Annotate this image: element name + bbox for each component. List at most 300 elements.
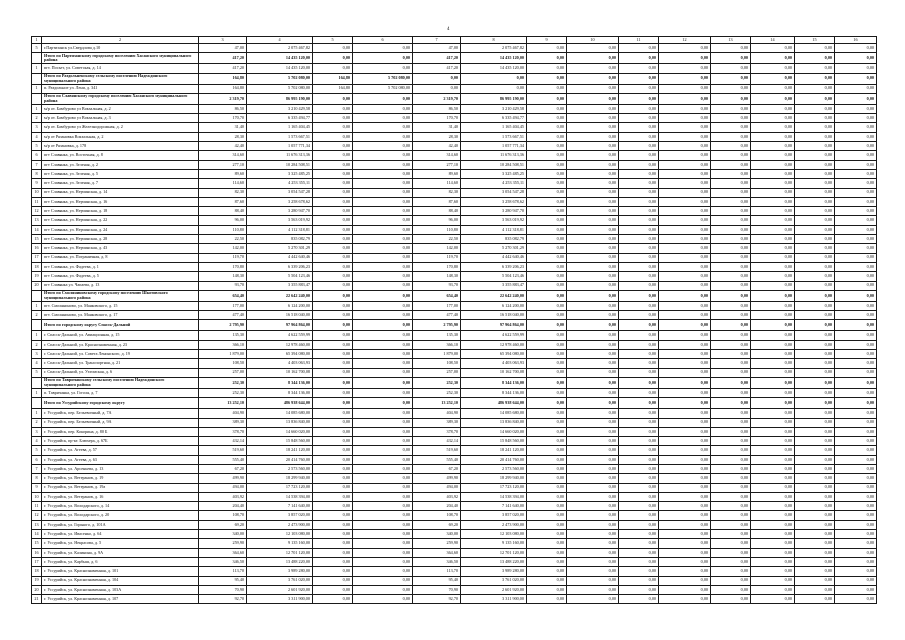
value-cell: 0,00 — [659, 104, 711, 113]
table-row — [32, 123, 877, 132]
column-number: 7 — [413, 37, 461, 44]
row-index: 10 — [32, 492, 42, 501]
value-cell: 0,00 — [527, 340, 567, 349]
column-number: 9 — [527, 37, 567, 44]
row-index: 19 — [32, 576, 42, 585]
value-cell: 0,00 — [751, 368, 795, 377]
value-cell: 0,00 — [567, 73, 619, 84]
address-cell: г. Уссурийск, ул. Ветеранов, д. 19 — [42, 474, 199, 483]
value-cell: 0,00 — [353, 474, 413, 483]
value-cell: 0,00 — [659, 93, 711, 104]
value-cell: 0,00 — [711, 502, 751, 511]
value-cell: 555,40 — [413, 455, 461, 464]
address-cell: Итого по Славянскому городскому поселению Хасанского муниципального района — [42, 93, 199, 104]
row-index: 3 — [32, 427, 42, 436]
address-cell: Итого по Партизанскому городскому поселению Хасанского муниципального района — [42, 53, 199, 64]
value-cell: 0,00 — [567, 520, 619, 529]
row-index: 12 — [32, 511, 42, 520]
value-cell: 4 253 355,11 — [461, 179, 527, 188]
value-cell: 0,00 — [659, 151, 711, 160]
value-cell: 0,00 — [527, 585, 567, 594]
value-cell: 0,00 — [313, 262, 353, 271]
value-cell: 0,00 — [313, 244, 353, 253]
address-cell: г. Уссурийск, ул. Калинина, д. 9А — [42, 548, 199, 557]
value-cell: 0,00 — [751, 492, 795, 501]
value-cell: 95,40 — [199, 576, 247, 585]
value-cell: 0,00 — [567, 557, 619, 566]
address-cell: пгт Славянка, ул. Восточная, д. 8 — [42, 151, 199, 160]
value-cell: 0,00 — [835, 368, 877, 377]
table-row — [32, 64, 877, 73]
value-cell: 389,30 — [413, 418, 461, 427]
value-cell: 0,00 — [527, 409, 567, 418]
table-row — [32, 548, 877, 557]
value-cell: 0,00 — [835, 511, 877, 520]
value-cell: 0,00 — [619, 253, 659, 262]
value-cell: 3 989 280,00 — [461, 567, 527, 576]
address-cell: пгт. Посьет, ул. Советская, д. 14 — [42, 64, 199, 73]
value-cell: 67,20 — [413, 464, 461, 473]
value-cell: 0,00 — [751, 188, 795, 197]
table-row — [32, 272, 877, 281]
value-cell: 0,00 — [313, 225, 353, 234]
value-cell: 0,00 — [619, 409, 659, 418]
row-index: 1 — [32, 409, 42, 418]
value-cell: 0,00 — [619, 93, 659, 104]
value-cell: 0,00 — [619, 418, 659, 427]
row-index: 5 — [32, 142, 42, 151]
value-cell: 0,00 — [835, 437, 877, 446]
value-cell: 0,00 — [313, 104, 353, 113]
address-cell: м/р от. Бамбурово ул Вокзальная, д. 3 — [42, 114, 199, 123]
value-cell: 0,00 — [313, 427, 353, 436]
value-cell: 0,00 — [619, 44, 659, 53]
value-cell: 0,00 — [711, 388, 751, 397]
value-cell: 0,00 — [751, 235, 795, 244]
value-cell: 0,00 — [313, 272, 353, 281]
value-cell: 0,00 — [619, 311, 659, 320]
row-index — [32, 398, 42, 409]
value-cell: 3 761 020,00 — [247, 576, 313, 585]
address-cell: пгт Славянка, ул. Нерчинская, д. 22 — [42, 216, 199, 225]
value-cell: 42,40 — [199, 142, 247, 151]
value-cell: 0,00 — [711, 511, 751, 520]
value-cell: 113,70 — [413, 567, 461, 576]
value-cell: 47,00 — [199, 44, 247, 53]
value-cell: 0,00 — [711, 368, 751, 377]
value-cell: 0,00 — [567, 331, 619, 340]
value-cell: 0,00 — [527, 331, 567, 340]
value-cell: 0,00 — [567, 169, 619, 178]
row-index — [32, 290, 42, 301]
value-cell: 89,60 — [199, 169, 247, 178]
address-cell: г. Спасск-Дальний, ул. Авиационная, д. 15 — [42, 331, 199, 340]
value-cell: 10 162 700,08 — [461, 368, 527, 377]
value-cell: 0,00 — [567, 281, 619, 290]
value-cell: 0,00 — [353, 418, 413, 427]
value-cell: 135,30 — [413, 331, 461, 340]
value-cell: 3 761 020,00 — [461, 576, 527, 585]
value-cell: 15 848 560,00 — [461, 437, 527, 446]
value-cell: 0,00 — [659, 530, 711, 539]
value-cell: 0,00 — [795, 398, 835, 409]
value-cell: 3 054 547,28 — [247, 188, 313, 197]
value-cell: 0,00 — [567, 455, 619, 464]
value-cell: 12 978 460,00 — [461, 340, 527, 349]
value-cell: 0,00 — [527, 262, 567, 271]
value-cell: 0,00 — [619, 359, 659, 368]
value-cell: 0,00 — [835, 418, 877, 427]
table-row — [32, 235, 877, 244]
value-cell: 5 702 080,00 — [353, 84, 413, 93]
value-cell: 257,00 — [413, 368, 461, 377]
value-cell: 259,90 — [199, 539, 247, 548]
value-cell: 0,00 — [659, 272, 711, 281]
address-cell: пгт Славянка, ул. Фадеева, д. 5 — [42, 272, 199, 281]
value-cell: 22,50 — [199, 235, 247, 244]
value-cell: 0,00 — [353, 511, 413, 520]
value-cell: 0,00 — [567, 377, 619, 388]
table-row — [32, 474, 877, 483]
address-cell: пгт Славянка ул. Чапаева, д. 13 — [42, 281, 199, 290]
value-cell: 0,00 — [353, 104, 413, 113]
address-cell: пгт Славянка, ул. Нерчинская, д. 28 — [42, 235, 199, 244]
value-cell: 0,00 — [659, 311, 711, 320]
value-cell: 0,00 — [567, 188, 619, 197]
table-row — [32, 511, 877, 520]
value-cell: 14 435 120,00 — [461, 53, 527, 64]
value-cell: 0,00 — [711, 427, 751, 436]
row-index: 6 — [32, 151, 42, 160]
value-cell: 42,40 — [413, 142, 461, 151]
value-cell: 0,00 — [619, 114, 659, 123]
value-cell: 0,00 — [795, 331, 835, 340]
value-cell: 28,30 — [199, 132, 247, 141]
value-cell: 119,70 — [199, 253, 247, 262]
value-cell: 0,00 — [659, 290, 711, 301]
value-cell: 1 573 667,51 — [247, 132, 313, 141]
value-cell: 0,00 — [619, 188, 659, 197]
value-cell: 0,00 — [313, 93, 353, 104]
value-cell: 0,00 — [567, 359, 619, 368]
value-cell: 0,00 — [413, 84, 461, 93]
value-cell: 0,00 — [751, 320, 795, 331]
value-cell: 0,00 — [527, 169, 567, 178]
value-cell: 0,00 — [795, 179, 835, 188]
value-cell: 88,40 — [413, 207, 461, 216]
value-cell: 0,00 — [835, 235, 877, 244]
value-cell: 0,00 — [619, 398, 659, 409]
value-cell: 0,00 — [619, 272, 659, 281]
value-cell: 0,00 — [659, 446, 711, 455]
value-cell: 0,00 — [313, 539, 353, 548]
value-cell: 0,00 — [461, 73, 527, 84]
value-cell: 0,00 — [619, 123, 659, 132]
value-cell: 9 135 160,00 — [247, 539, 313, 548]
value-cell: 0,00 — [795, 418, 835, 427]
value-cell: 12 701 120,00 — [247, 548, 313, 557]
value-cell: 11 676 313,36 — [247, 151, 313, 160]
value-cell: 170,80 — [413, 262, 461, 271]
value-cell: 2 573 560,00 — [461, 464, 527, 473]
value-cell: 0,00 — [711, 585, 751, 594]
value-cell: 0,00 — [353, 207, 413, 216]
value-cell: 0,00 — [795, 446, 835, 455]
value-cell: 0,00 — [711, 73, 751, 84]
row-index: 15 — [32, 235, 42, 244]
value-cell: 0,00 — [527, 290, 567, 301]
value-cell: 0,00 — [751, 64, 795, 73]
value-cell: 0,00 — [751, 244, 795, 253]
value-cell: 0,00 — [751, 548, 795, 557]
value-cell: 0,00 — [795, 320, 835, 331]
value-cell: 0,00 — [835, 455, 877, 464]
value-cell: 0,00 — [711, 151, 751, 160]
value-cell: 0,00 — [353, 151, 413, 160]
value-cell: 0,00 — [353, 290, 413, 301]
table-row — [32, 44, 877, 53]
value-cell: 0,00 — [353, 169, 413, 178]
address-cell: м/р от. Бамбурово ул Вокзальная, д. 2 — [42, 104, 199, 113]
value-cell: 0,00 — [353, 114, 413, 123]
table-row — [32, 585, 877, 594]
value-cell: 0,00 — [527, 388, 567, 397]
value-cell: 403,92 — [413, 492, 461, 501]
value-cell: 0,00 — [751, 530, 795, 539]
value-cell: 0,00 — [795, 151, 835, 160]
value-cell: 2 319,70 — [199, 93, 247, 104]
value-cell: 0,00 — [711, 567, 751, 576]
table-row — [32, 520, 877, 529]
value-cell: 0,00 — [659, 197, 711, 206]
value-cell: 0,00 — [619, 446, 659, 455]
value-cell: 0,00 — [711, 464, 751, 473]
subtotal-row — [32, 93, 877, 104]
table-row — [32, 114, 877, 123]
value-cell: 0,00 — [527, 320, 567, 331]
value-cell: 0,00 — [313, 409, 353, 418]
address-cell: г. Спасск-Дальний, ул. Транспортная, д. 21 — [42, 359, 199, 368]
value-cell: 20 414 760,00 — [247, 455, 313, 464]
value-cell: 0,00 — [751, 511, 795, 520]
value-cell: 277,10 — [199, 160, 247, 169]
value-cell: 2 473 900,00 — [461, 520, 527, 529]
row-index: 2 — [32, 340, 42, 349]
value-cell: 0,00 — [353, 160, 413, 169]
value-cell: 96,00 — [199, 216, 247, 225]
value-cell: 0,00 — [567, 483, 619, 492]
value-cell: 0,00 — [659, 388, 711, 397]
value-cell: 0,00 — [619, 281, 659, 290]
value-cell: 12 103 080,00 — [247, 530, 313, 539]
value-cell: 0,00 — [567, 216, 619, 225]
value-cell: 0,00 — [353, 350, 413, 359]
column-number: 4 — [247, 37, 313, 44]
value-cell: 0,00 — [313, 595, 353, 604]
value-cell: 148,30 — [199, 272, 247, 281]
value-cell: 0,00 — [313, 557, 353, 566]
value-cell: 0,00 — [795, 502, 835, 511]
row-index — [32, 93, 42, 104]
value-cell: 404,90 — [199, 409, 247, 418]
value-cell: 108,70 — [199, 511, 247, 520]
value-cell: 0,00 — [795, 244, 835, 253]
value-cell: 0,00 — [711, 530, 751, 539]
value-cell: 0,00 — [619, 207, 659, 216]
row-index: 1 — [32, 301, 42, 310]
page-number: 4 — [447, 27, 450, 32]
value-cell: 0,00 — [567, 474, 619, 483]
value-cell: 3 280 947,70 — [461, 207, 527, 216]
value-cell: 110,80 — [199, 225, 247, 234]
value-cell: 0,00 — [313, 548, 353, 557]
address-cell: м/р от Рязановка Вокзальная, д. 2 — [42, 132, 199, 141]
value-cell: 0,00 — [711, 123, 751, 132]
value-cell: 0,00 — [659, 585, 711, 594]
value-cell: 204,40 — [413, 502, 461, 511]
value-cell: 0,00 — [353, 427, 413, 436]
value-cell: 0,00 — [353, 576, 413, 585]
value-cell: 0,00 — [353, 331, 413, 340]
value-cell: 0,00 — [619, 585, 659, 594]
value-cell: 0,00 — [313, 418, 353, 427]
value-cell: 6 335 494,77 — [247, 114, 313, 123]
value-cell: 0,00 — [567, 576, 619, 585]
subtotal-row — [32, 73, 877, 84]
value-cell: 170,70 — [413, 114, 461, 123]
value-cell: 0,00 — [659, 281, 711, 290]
value-cell: 0,00 — [313, 331, 353, 340]
value-cell: 3 355 883,47 — [247, 281, 313, 290]
value-cell: 0,00 — [795, 483, 835, 492]
value-cell: 0,00 — [527, 235, 567, 244]
value-cell: 0,00 — [619, 595, 659, 604]
value-cell: 177,00 — [413, 301, 461, 310]
value-cell: 86 995 190,00 — [461, 93, 527, 104]
table-row — [32, 567, 877, 576]
value-cell: 0,00 — [795, 474, 835, 483]
row-index: 3 — [32, 350, 42, 359]
address-cell: г. Уссурийск, пер. Бельевичный, д. 7А — [42, 409, 199, 418]
table-row — [32, 160, 877, 169]
row-index: 11 — [32, 502, 42, 511]
value-cell: 0,00 — [619, 567, 659, 576]
value-cell: 0,00 — [751, 520, 795, 529]
value-cell: 0,00 — [567, 225, 619, 234]
value-cell: 0,00 — [567, 151, 619, 160]
value-cell: 252,30 — [413, 388, 461, 397]
value-cell: 0,00 — [353, 142, 413, 151]
value-cell: 0,00 — [567, 548, 619, 557]
value-cell: 0,00 — [619, 368, 659, 377]
value-cell: 0,00 — [659, 188, 711, 197]
value-cell: 0,00 — [567, 132, 619, 141]
value-cell: 0,00 — [711, 179, 751, 188]
value-cell: 0,00 — [711, 93, 751, 104]
value-cell: 0,00 — [835, 595, 877, 604]
value-cell: 0,00 — [567, 262, 619, 271]
value-cell: 13 252,10 — [199, 398, 247, 409]
address-cell: г. Уссурийск, ул. Ивасенко, д. 64 — [42, 530, 199, 539]
value-cell: 0,00 — [527, 474, 567, 483]
value-cell: 18 241 120,00 — [461, 446, 527, 455]
value-cell: 0,00 — [527, 483, 567, 492]
value-cell: 0,00 — [711, 320, 751, 331]
address-cell: г. Уссурийск, ул. Ветеранов, д. 19а — [42, 483, 199, 492]
value-cell: 0,00 — [567, 160, 619, 169]
value-cell: 0,00 — [795, 567, 835, 576]
value-cell: 9 135 160,00 — [461, 539, 527, 548]
value-cell: 22,50 — [413, 235, 461, 244]
value-cell: 0,00 — [751, 216, 795, 225]
value-cell: 0,00 — [711, 474, 751, 483]
value-cell: 4 253 355,11 — [247, 179, 313, 188]
value-cell: 417,20 — [199, 64, 247, 73]
value-cell: 0,00 — [659, 225, 711, 234]
column-number: 16 — [835, 37, 877, 44]
value-cell: 12 978 460,00 — [247, 340, 313, 349]
address-cell: Итого по Уссурийскому городскому округу — [42, 398, 199, 409]
value-cell: 14 435 120,00 — [247, 53, 313, 64]
value-cell: 0,00 — [795, 539, 835, 548]
table-row — [32, 207, 877, 216]
value-cell: 0,00 — [751, 359, 795, 368]
table-row — [32, 446, 877, 455]
value-cell: 0,00 — [619, 340, 659, 349]
value-cell: 0,00 — [795, 368, 835, 377]
value-cell: 0,00 — [659, 368, 711, 377]
value-cell: 0,00 — [619, 225, 659, 234]
value-cell: 0,00 — [619, 142, 659, 151]
value-cell: 0,00 — [711, 492, 751, 501]
value-cell: 0,00 — [835, 567, 877, 576]
value-cell: 0,00 — [711, 557, 751, 566]
value-cell: 0,00 — [751, 225, 795, 234]
value-cell: 346,50 — [199, 557, 247, 566]
table-row — [32, 595, 877, 604]
value-cell: 1 165 404,45 — [247, 123, 313, 132]
value-cell: 164,80 — [199, 73, 247, 84]
table-row — [32, 311, 877, 320]
value-cell: 0,00 — [795, 93, 835, 104]
value-cell: 0,00 — [313, 585, 353, 594]
value-cell: 2 319,70 — [413, 93, 461, 104]
value-cell: 13 488 220,00 — [247, 557, 313, 566]
value-cell: 0,00 — [353, 585, 413, 594]
row-index: 13 — [32, 216, 42, 225]
value-cell: 0,00 — [353, 179, 413, 188]
value-cell: 2 075 467,82 — [461, 44, 527, 53]
value-cell: 7 141 640,00 — [247, 502, 313, 511]
value-cell: 14 435 120,00 — [247, 64, 313, 73]
value-cell: 0,00 — [567, 311, 619, 320]
value-cell: 0,00 — [353, 530, 413, 539]
address-cell: г. Уссурийск, ул. Краснознаменная, д. 104 — [42, 576, 199, 585]
value-cell: 0,00 — [835, 123, 877, 132]
value-cell: 0,00 — [619, 64, 659, 73]
value-cell: 252,30 — [199, 377, 247, 388]
value-cell: 378,70 — [199, 427, 247, 436]
value-cell: 0,00 — [751, 331, 795, 340]
address-cell: г. Уссурийск, ул. Карбыш, д. 6 — [42, 557, 199, 566]
value-cell: 0,00 — [711, 169, 751, 178]
value-cell: 0,00 — [795, 455, 835, 464]
value-cell: 0,00 — [527, 427, 567, 436]
value-cell: 0,00 — [711, 225, 751, 234]
row-index: 5 — [32, 44, 42, 53]
value-cell: 0,00 — [353, 539, 413, 548]
value-cell: 432,14 — [199, 437, 247, 446]
